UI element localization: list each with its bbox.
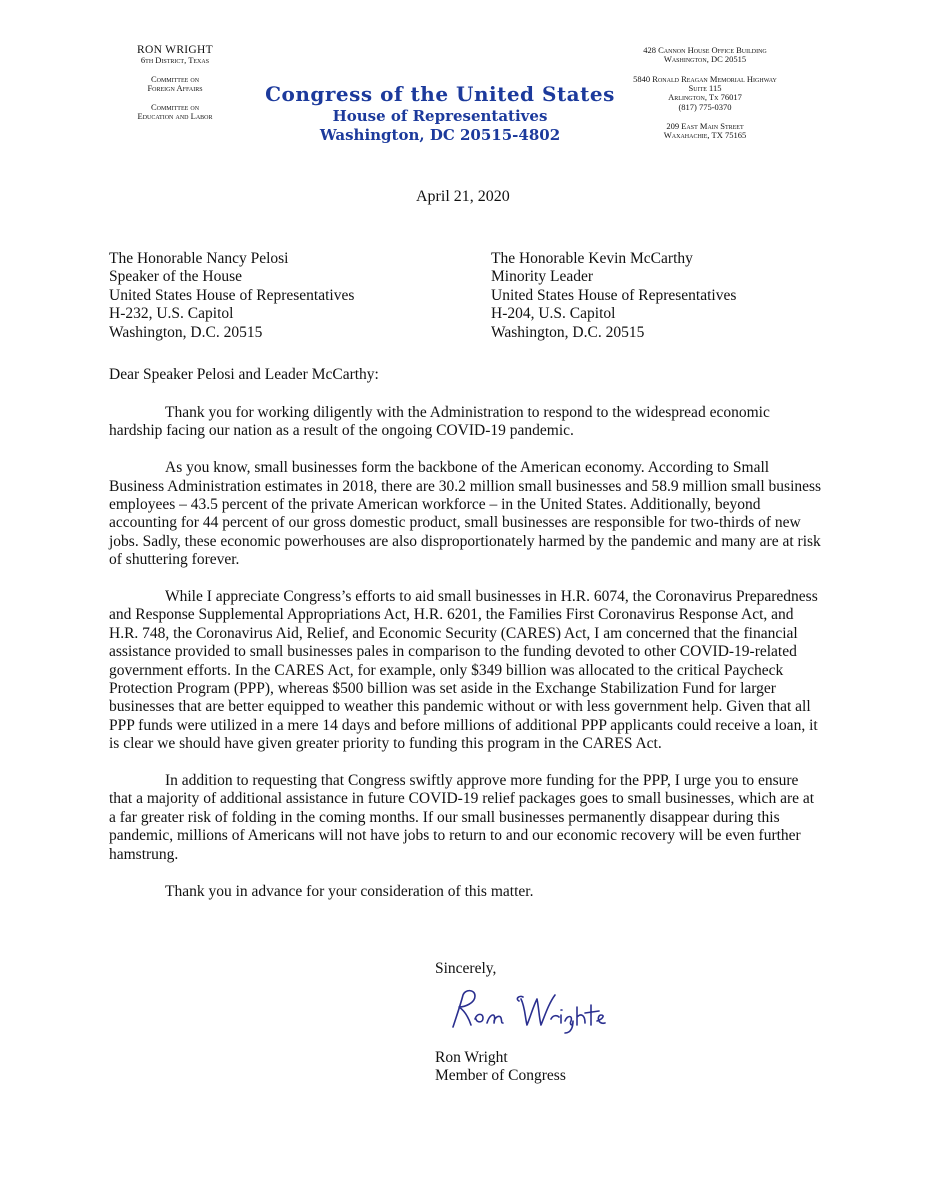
letterhead-offices [620,46,790,141]
signer-block [435,1049,566,1086]
recipient-name: The Honorable Kevin McCarthy [491,250,693,267]
member-name: RON WRIGHT [137,44,213,56]
congress-title: Congress of the United States [265,82,615,106]
recipient-address-pelosi [109,250,354,342]
recipient-title: Minority Leader [491,268,594,286]
house-address: Washington, DC 20515-4802 [319,126,561,145]
office-2-phone: (817) 775-0370 [678,101,732,112]
paragraph: As you know, small businesses form the backbone of the American economy. According to Small Business Administration estimates in 2018, there are 30.2 million small businesses and 58.9 million small business employees – 43.5 percent of the private American workforce – in the United States. Additionally, beyond accounting for 44 percent of our gross domestic product, small businesses are responsible for two-thirds of new jobs. Sadly, these economic powerhouses are also disproportionately harmed by the pandemic and many are at risk of shuttering forever. [109,459,822,569]
paragraph: In addition to requesting that Congress swiftly approve more funding for the PPP, I urge you to ensure that a majority of additional assistance in future COVID-19 relief packages goes to small businesses, which are at a far greater risk of folding in the coming months. If our small businesses permanently disappear during this pandemic, millions of Americans will not have jobs to return to and our economic recovery will be even further hamstrung. [109,772,815,863]
committee-2-line1: Committee on [150,101,200,112]
committee-2-line2: Education and Labor [137,110,213,121]
recipient-office: H-232, U.S. Capitol [109,305,234,323]
committee-1-line1: Committee on [150,73,200,84]
paragraph: While I appreciate Congress’s efforts to aid small businesses in H.R. 6074, the Coronavirus Preparedness and Response Supplemental Appropriations Act, H.R. 6201, the Families First Coronavirus Response Act, and H.R. 748, the Coronavirus Aid, Relief, and Economic Security (CARES) Act, I am concerned that the financial assistance provided to small businesses pales in comparison to the funding devoted to other COVID-19-related government efforts. In the CARES Act, for example, only $349 billion was allocated to the critical Paycheck Protection Program (PPP), whereas $500 billion was set aside in the Exchange Stabilization Fund for larger businesses that are better equipped to weather this pandemic without or with less government help. Given that all PPP funds were utilized in a mere 14 days and before millions of additional PPP applicants could receive a loan, it is clear we should have given greater priority to funding this program in the CARES Act. [109,588,818,753]
office-2-line2: Suite 115 [688,83,722,94]
signer-title: Member of Congress [435,1067,566,1085]
member-district: 6th District, Texas [140,55,210,66]
office-1-line2: Washington, DC 20515 [663,54,747,65]
salutation: Dear Speaker Pelosi and Leader McCarthy: [109,366,379,383]
letterhead-member-info [100,44,250,121]
office-3-line1: 209 East Main Street [666,121,744,132]
signature-image [445,985,645,1035]
recipient-city: Washington, D.C. 20515 [491,323,645,341]
letter-body [109,404,824,919]
recipient-org: United States House of Representatives [109,286,355,304]
closing: Sincerely, [435,960,497,977]
paragraph: Thank you in advance for your consideration of this matter. [165,882,534,900]
office-1-line1: 428 Cannon House Office Building [643,45,767,55]
letter-date: April 21, 2020 [416,188,510,205]
recipient-title: Speaker of the House [109,268,242,286]
office-2-line3: Arlington, Tx 76017 [668,92,742,103]
paragraph: Thank you for working diligently with the Administration to respond to the widespread economic hardship facing our nation as a result of the ongoing COVID-19 pandemic. [109,404,770,440]
signer-name: Ron Wright [435,1049,508,1066]
letterhead-title [250,83,630,146]
recipient-org: United States House of Representatives [491,286,737,304]
recipient-office: H-204, U.S. Capitol [491,305,616,323]
recipient-city: Washington, D.C. 20515 [109,323,263,341]
office-2-line1: 5840 Ronald Reagan Memorial Highway [633,73,777,84]
recipient-address-mccarthy [491,250,736,342]
recipient-name: The Honorable Nancy Pelosi [109,250,289,267]
committee-1-line2: Foreign Affairs [147,82,203,93]
house-title: House of Representatives [332,107,548,125]
office-3-line2: Waxahachie, TX 75165 [663,130,747,141]
